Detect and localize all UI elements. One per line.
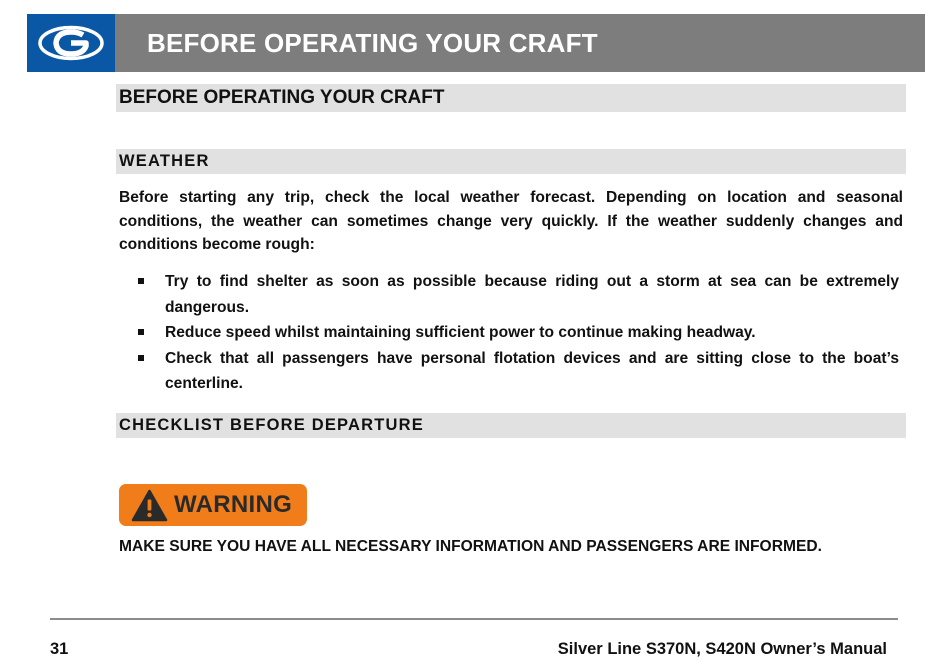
bullet-text: Reduce speed whilst maintaining sufficient power to continue making headway.: [165, 324, 756, 341]
bullet-square-icon: [138, 355, 144, 361]
checklist-section-heading: [116, 413, 906, 438]
bullet-square-icon: [138, 329, 144, 335]
list-item: [119, 320, 899, 346]
bullet-text: Try to find shelter as soon as possible because riding out a storm at sea can be extremely dangerous.: [165, 273, 899, 316]
checklist-heading-text: CHECKLIST BEFORE DEPARTURE: [119, 416, 424, 434]
g-logo-icon: [37, 24, 105, 62]
weather-section-heading: [116, 149, 906, 174]
main-section-heading: [116, 84, 906, 112]
list-item: [119, 346, 899, 397]
warning-label: WARNING: [174, 491, 293, 518]
header-logo: [27, 14, 115, 72]
bullet-square-icon: [138, 278, 144, 284]
warning-message: MAKE SURE YOU HAVE ALL NECESSARY INFORMATION AND PASSENGERS ARE INFORMED.: [119, 538, 822, 555]
weather-paragraph: Before starting any trip, check the local weather forecast. Depending on location and seasonal conditions, the weather can sometimes change very quickly. If the weather suddenly changes and conditions become rough:: [119, 189, 903, 253]
header-title: BEFORE OPERATING YOUR CRAFT: [147, 27, 598, 58]
manual-title: Silver Line S370N, S420N Owner’s Manual: [557, 640, 887, 658]
header-bar: [115, 14, 925, 72]
footer-divider: [50, 618, 898, 620]
page-number: 31: [50, 640, 69, 658]
bullet-text: Check that all passengers have personal flotation devices and are sitting close to the boat’s centerline.: [165, 349, 899, 392]
weather-bullet-list: [119, 269, 899, 397]
warning-badge: [119, 484, 307, 526]
list-item: [119, 269, 899, 320]
warning-triangle-icon: [131, 489, 168, 522]
weather-heading-text: WEATHER: [119, 152, 210, 170]
main-section-title: BEFORE OPERATING YOUR CRAFT: [119, 87, 445, 108]
